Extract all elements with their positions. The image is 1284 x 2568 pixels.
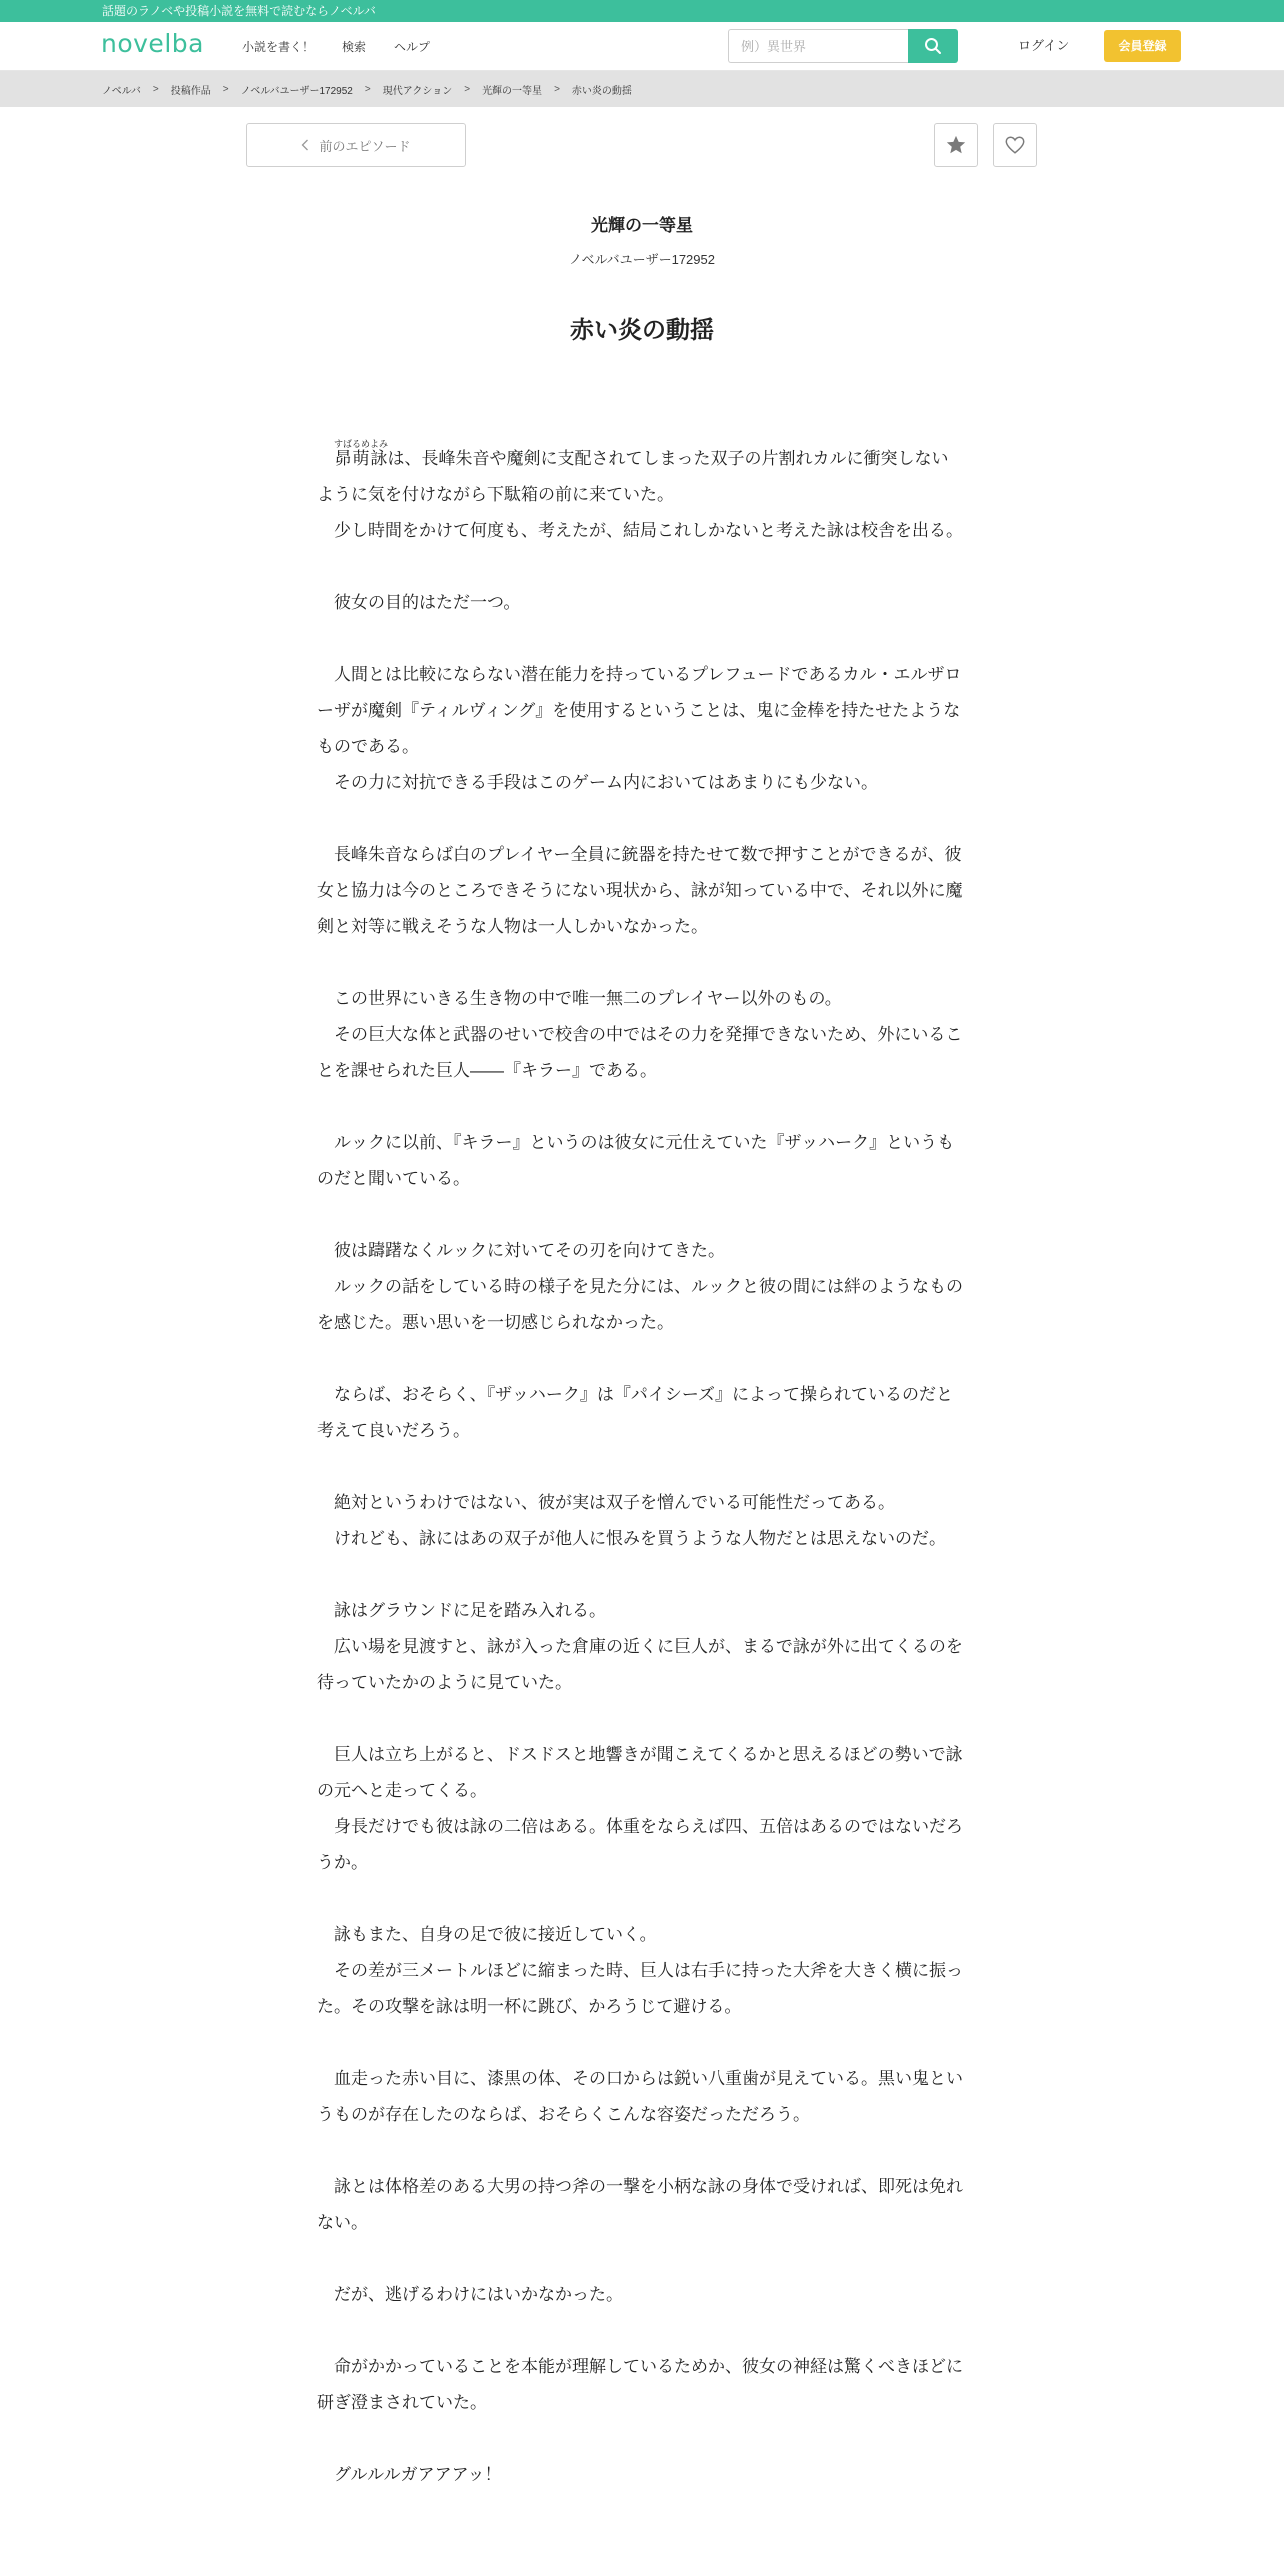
search-input[interactable] (728, 29, 908, 63)
paragraph-spacer (317, 945, 963, 981)
paragraph-spacer (317, 2421, 963, 2457)
body-paragraph: この世界にいきる生き物の中で唯一無二のプレイヤー以外のもの。 (334, 989, 842, 1008)
body-paragraph: ルックに以前、『キラー』というのは彼女に元仕えていた『ザッハーク』というものだと聞いている。 (317, 1133, 955, 1188)
breadcrumb-item[interactable]: 現代アクション (382, 85, 453, 97)
body-text: は、長峰朱音や魔剣に支配されてしまった双子の片割れカルに衝突しないように気を付けながら下駄箱の前に来ていた。 (317, 449, 949, 504)
work-title[interactable]: 光輝の一等星 (591, 216, 693, 235)
episode-title: 赤い炎の動揺 (570, 317, 714, 344)
breadcrumb-separator: > (464, 83, 471, 95)
breadcrumb-item[interactable]: ノベルバ (102, 85, 141, 97)
breadcrumb-current: 赤い炎の動揺 (571, 85, 632, 97)
paragraph-spacer (317, 1557, 963, 1593)
body-paragraph: 少し時間をかけて何度も、考えたが、結局これしかないと考えた詠は校舎を出る。 (334, 521, 963, 540)
body-paragraph: 広い場を見渡すと、詠が入った倉庫の近くに巨人が、まるで詠が外に出てくるのを待っていたかのように見ていた。 (317, 1637, 963, 1692)
main-nav (242, 22, 458, 70)
nav-help-link[interactable]: ヘルプ (394, 39, 431, 54)
body-paragraph: その差が三メートルほどに縮まった時、巨人は右手に持った大斧を大きく横に振った。その攻撃を詠は明一杯に跳び、かろうじて避ける。 (317, 1961, 963, 2016)
body-paragraph: けれども、詠にはあの双子が他人に恨みを買うような人物だとは思えないのだ。 (334, 1529, 946, 1548)
body-paragraph: 人間とは比較にならない潜在能力を持っているプレフュードであるカル・エルザローザが魔剣『ティルヴィング』を使用するということは、鬼に金棒を持たせたようなものである。 (317, 665, 962, 756)
nav-write-link[interactable]: 小説を書く！ (242, 39, 315, 54)
body-paragraph: その力に対抗できる手段はこのゲーム内においてはあまりにも少ない。 (334, 773, 878, 792)
tagline: 話題のラノベや投稿小説を無料で読むならノベルバ (102, 4, 376, 18)
star-icon (945, 134, 967, 156)
author-name[interactable]: ノベルバユーザー172952 (569, 252, 715, 267)
paragraph-spacer (317, 2313, 963, 2349)
body-paragraph: だが、逃げるわけにはいかなかった。 (334, 2285, 623, 2304)
breadcrumb-item[interactable]: 光輝の一等星 (482, 85, 543, 97)
body-paragraph: 彼は躊躇なくルックに対いてその刃を向けてきた。 (334, 1241, 725, 1260)
breadcrumb (0, 71, 1284, 107)
ruby-name (334, 439, 389, 468)
paragraph-spacer (317, 1197, 963, 1233)
body-paragraph: 詠とは体格差のある大男の持つ斧の一撃を小柄な詠の身体で受ければ、即死は免れない。 (317, 2177, 963, 2232)
paragraph-spacer (317, 801, 963, 837)
body-paragraph: 彼女の目的はただ一つ。 (334, 593, 521, 612)
breadcrumb-separator: > (152, 83, 159, 95)
breadcrumb-item[interactable]: 投稿作品 (170, 85, 211, 97)
breadcrumb-item[interactable]: ノベルバユーザー172952 (240, 85, 353, 97)
ruby-reading: すばるめよみ (334, 439, 389, 449)
signup-button[interactable]: 会員登録 (1104, 30, 1181, 62)
favorite-button[interactable] (993, 123, 1037, 167)
body-paragraph (317, 439, 963, 513)
search-button[interactable] (908, 29, 958, 63)
site-header (0, 22, 1284, 71)
body-paragraph: 絶対というわけではない、彼が実は双子を憎んでいる可能性だってある。 (334, 1493, 895, 1512)
search-icon (924, 37, 942, 55)
breadcrumb-separator: > (364, 83, 371, 95)
paragraph-spacer (317, 1341, 963, 1377)
body-paragraph: ならば、おそらく、『ザッハーク』は『パイシーズ』によって操られているのだと考えて良いだろう。 (317, 1385, 953, 1440)
episode-body (317, 439, 963, 2493)
paragraph-spacer (317, 1089, 963, 1125)
paragraph-spacer (317, 2025, 963, 2061)
body-paragraph: 詠はグラウンドに足を踏み入れる。 (334, 1601, 606, 1620)
body-paragraph: 巨人は立ち上がると、ドスドスと地響きが聞こえてくるかと思えるほどの勢いで詠の元へと走ってくる。 (317, 1745, 963, 1800)
chevron-left-icon (301, 139, 309, 151)
breadcrumb-separator: > (222, 83, 229, 95)
body-paragraph: グルルルガアアアッ！ (334, 2465, 502, 2484)
paragraph-spacer (317, 2133, 963, 2169)
prev-episode-label: 前のエピソード (319, 138, 411, 154)
body-paragraph: 長峰朱音ならば白のプレイヤー全員に銃器を持たせて数で押すことができるが、彼女と協力は今のところできそうにない現状から、詠が知っている中で、それ以外に魔剣と対等に戦えそうな人物は一人しかいなかった。 (317, 845, 963, 936)
body-paragraph: 命がかかっていることを本能が理解しているためか、彼女の神経は驚くべきほどに研ぎ澄まされていた。 (317, 2357, 963, 2412)
body-paragraph: ルックの話をしている時の様子を見た分には、ルックと彼の間には絆のようなものを感じた。悪い思いを一切感じられなかった。 (317, 1277, 963, 1332)
paragraph-spacer (317, 1701, 963, 1737)
breadcrumb-separator: > (554, 83, 560, 95)
heart-icon (1004, 134, 1026, 156)
ruby-base: 昴萌詠 (334, 449, 389, 468)
paragraph-spacer (317, 621, 963, 657)
body-paragraph: 身長だけでも彼は詠の二倍はある。体重をならえば四、五倍はあるのではないだろうか。 (317, 1817, 963, 1872)
paragraph-spacer (317, 1449, 963, 1485)
login-link[interactable]: ログイン (1018, 38, 1070, 53)
prev-episode-button[interactable] (246, 123, 466, 167)
logo[interactable]: novelba (101, 29, 204, 58)
episode-toolbar (0, 107, 1284, 183)
nav-search-link[interactable]: 検索 (342, 39, 367, 54)
body-paragraph: 詠もまた、自身の足で彼に接近していく。 (334, 1925, 657, 1944)
body-paragraph: 血走った赤い目に、漆黒の体、その口からは鋭い八重歯が見えている。黒い鬼というものが存在したのならば、おそらくこんな容姿だっただろう。 (317, 2069, 963, 2124)
top-banner (0, 0, 1284, 22)
paragraph-spacer (317, 549, 963, 585)
bookmark-star-button[interactable] (934, 123, 978, 167)
paragraph-spacer (317, 1881, 963, 1917)
body-paragraph: その巨大な体と武器のせいで校舎の中ではその力を発揮できないため、外にいることを課せられた巨人――『キラー』である。 (317, 1025, 963, 1080)
paragraph-spacer (317, 2241, 963, 2277)
